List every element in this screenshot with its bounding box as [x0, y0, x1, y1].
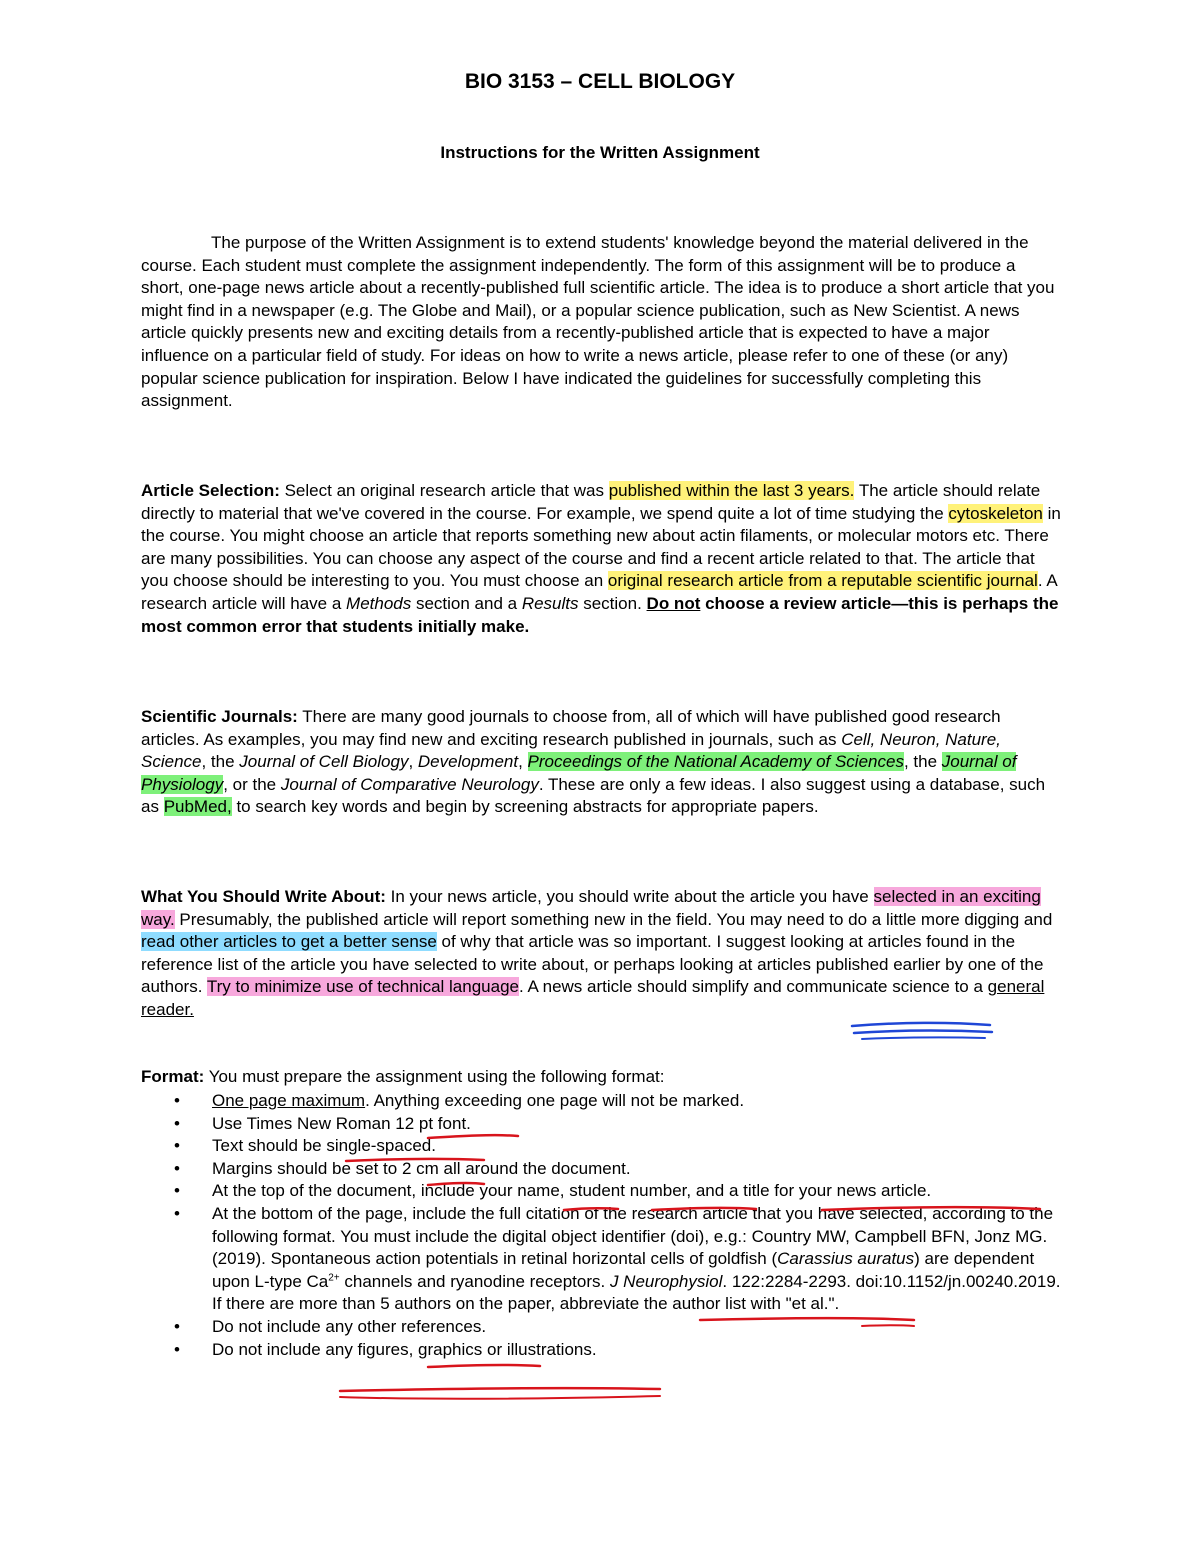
write-text-3: of why that article was so important. I suggest looking at articles found in the reference list of the article you have selected to write about, or perhaps looking at articles published earlier by one of the authors. [141, 932, 1044, 997]
general-reader-underlined: general reader. [141, 977, 1045, 1019]
species-name: Carassius auratus [777, 1249, 915, 1269]
journal-list-italic: Cell, Neuron, Nature, Science [141, 729, 1001, 772]
methods-term: Methods [346, 593, 412, 613]
journal-cell-biology: Journal of Cell Biology [239, 752, 409, 772]
selection-text-1: Select an original research article that was [279, 481, 609, 500]
format-b7: Do not include any other references. [212, 1316, 487, 1336]
blue-scribble-underline-2 [854, 1031, 992, 1033]
journals-text-4: , [518, 752, 528, 772]
section-heading-format: Format: [141, 1067, 205, 1086]
journals-text-5: , the [903, 752, 942, 772]
selection-text-6: section. [578, 593, 647, 613]
section-heading-selection: Article Selection: [141, 481, 280, 500]
highlight-jphysiol: Journal of Physiology [141, 752, 1017, 794]
journals-text-6: , or the [223, 774, 281, 794]
journal-abbrev: J Neurophysiol [609, 1271, 723, 1291]
format-b1-rest: . Anything exceeding one page will not be marked. [365, 1091, 745, 1110]
one-page-underlined: One page maximum [212, 1091, 366, 1110]
list-item [141, 1158, 1061, 1181]
highlight-pubmed: PubMed, [163, 797, 232, 817]
selection-text-4: . A research article will have a [141, 571, 1057, 613]
intro-paragraph [141, 232, 1061, 413]
list-item [141, 1203, 1061, 1316]
format-b5: At the top of the document, include your name, student number, and a title for your news article. [212, 1181, 932, 1201]
list-item [141, 1090, 1061, 1113]
list-item [141, 1135, 1061, 1158]
highlight-minimize-technical: Try to minimize use of technical language [206, 977, 519, 997]
article-selection-paragraph [141, 480, 1061, 638]
selection-text-3: in the course. You might choose an article that reports something new about actin filaments, or molecular motors etc. There are many possibilities. You can choose any aspect of the course and find a recent article related to that. The article that you choose should be interesting to you. You must choose an [141, 503, 1061, 591]
selection-text-5: section and a [411, 593, 522, 613]
format-b6-part-d: . 122:2284-2293. doi:10.1152/jn.00240.2019. If there are more than 5 authors on the paper, abbreviate the author list with "et al.". [212, 1271, 1061, 1314]
document-subtitle: Instructions for the Written Assignment [440, 143, 760, 162]
journal-development: Development [417, 752, 519, 772]
selection-warning: choose a review article—this is perhaps the most common error that students initially make. [141, 593, 1059, 636]
format-intro-text: You must prepare the assignment using the following format: [204, 1067, 665, 1086]
list-item [141, 1339, 1061, 1362]
highlight-original-research: original research article from a reputable scientific journal [607, 571, 1038, 591]
write-text-2: Presumably, the published article will report something new in the field. You may need to do a little more digging and [174, 909, 1053, 929]
format-b6-part-c: channels and ryanodine receptors. [339, 1271, 610, 1291]
document-title: BIO 3153 – CELL BIOLOGY [464, 70, 736, 93]
format-b3: Text should be single-spaced. [212, 1136, 436, 1156]
write-text-1: In your news article, you should write about the article you have [385, 887, 874, 906]
red-underline-references [428, 1365, 540, 1367]
format-intro [141, 1066, 1061, 1089]
journals-text-2: , the [201, 752, 240, 772]
highlight-exciting-way: selected in an exciting way. [141, 887, 1041, 929]
list-item [141, 1113, 1061, 1136]
write-text-4: . A news article should simplify and communicate science to a [518, 977, 988, 997]
list-item [141, 1316, 1061, 1339]
highlight-recent: published within the last 3 years. [608, 481, 855, 500]
format-b6-part-a: At the bottom of the page, include the full citation of the research article that you have selected, according to the following format. You must include the digital object identifier (doi), e.g.: Country MW, Campbell BFN, Jonz MG. (2019). Spontaneous action potentials in retinal horizontal cells of goldfish ( [212, 1203, 1054, 1269]
highlight-read-other-articles: read other articles to get a better sense [141, 932, 437, 952]
format-list [141, 1090, 1061, 1361]
highlight-cytoskeleton: cytoskeleton [948, 503, 1043, 523]
list-item [141, 1180, 1061, 1203]
red-underline-figures [340, 1388, 660, 1391]
blue-scribble-underline-3 [862, 1037, 985, 1039]
scientific-journals-paragraph [141, 706, 1061, 819]
journals-text-8: to search key words and begin by screening abstracts for appropriate papers. [231, 797, 819, 817]
do-not-emphasis: Do not [646, 593, 701, 613]
format-b4: Margins should be set to 2 cm all around the document. [212, 1158, 631, 1178]
format-b6-part-b: ) are dependent upon L-type Ca [212, 1249, 1035, 1291]
section-heading-journals: Scientific Journals: [141, 707, 298, 726]
section-heading-write: What You Should Write About: [141, 887, 386, 906]
blue-scribble-underline-1 [852, 1023, 990, 1026]
results-term: Results [521, 593, 579, 613]
red-underline-figures-2 [340, 1396, 660, 1399]
format-b8: Do not include any figures, graphics or illustrations. [212, 1339, 597, 1359]
highlight-pnas: Proceedings of the National Academy of Sciences [527, 752, 904, 772]
what-to-write-paragraph [141, 886, 1061, 1022]
journals-text-3: , [408, 752, 418, 772]
intro-text: The purpose of the Written Assignment is to extend students' knowledge beyond the material delivered in the course. Each student must complete the assignment independently. The form of this assignment will be to produce a short, one-page news article about a recently-published full scientific article. The idea is to produce a short article that you might find in a newspaper (e.g. The Globe and Mail), or a popular science publication, such as New Scientist. A news article quickly presents new and exciting details from a recently-published article that is expected to have a major influence on a particular field of study. For ideas on how to write a news article, please refer to one of these (or any) popular science publication for inspiration. Below I have indicated the guidelines for successfully completing this assignment. [141, 233, 1055, 411]
format-b2: Use Times New Roman 12 pt font. [212, 1113, 471, 1133]
calcium-charge: 2+ [328, 1272, 340, 1284]
journals-text-1: There are many good journals to choose from, all of which will have published good research articles. As examples, you may find new and exciting research published in journals, such as [141, 707, 1001, 749]
journal-comparative-neurology: Journal of Comparative Neurology [280, 774, 539, 794]
selection-text-2: The article should relate directly to material that we've covered in the course. For example, we spend quite a lot of time studying the [141, 481, 1041, 523]
journals-text-7: . These are only a few ideas. I also suggest using a database, such as [141, 774, 1046, 817]
